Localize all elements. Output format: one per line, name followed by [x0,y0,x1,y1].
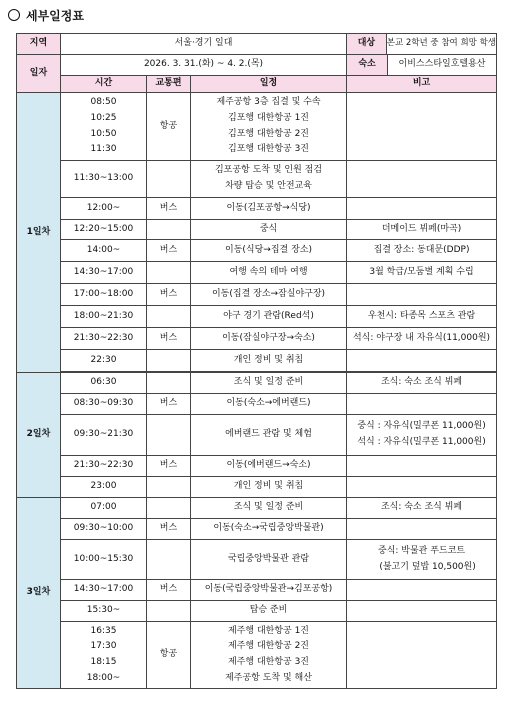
note-cell: 석식: 야구장 내 자유식(11,000원) [347,328,497,350]
table-row [17,284,497,306]
flight-transport-day3: 항공 [147,622,191,689]
flight-items-day3: 제주행 대한항공 1진 제주행 대한항공 2진 제주행 대한항공 3진 제주공항 도착 및 해산 [191,622,347,689]
transport-cell [147,540,191,580]
table-row [17,240,497,262]
info-row-date [17,55,497,76]
note-cell [347,580,497,601]
target-label: 대상 [347,34,387,54]
note-cell [347,456,497,477]
note-cell [347,93,497,161]
time-cell: 11:30~13:00 [61,161,147,198]
schedule-cell: 탑승 준비 [191,601,347,622]
time-cell: 08:30~09:30 [61,394,147,415]
flight-transport-day1: 항공 [147,93,191,161]
schedule-cell: 조식 및 일정 준비 [191,498,347,519]
flight-times-day3: 16:35 17:30 18:15 18:00~ [61,622,147,689]
time-cell: 06:30 [61,373,147,394]
day-label-1: 1일차 [17,93,61,373]
time-cell: 22:30 [61,350,147,372]
section-title [8,6,84,24]
table-row [17,262,497,284]
time-cell: 14:30~17:00 [61,580,147,601]
schedule-cell: 이동(집결 장소→잠실야구장) [191,284,347,306]
note-cell: 중식: 박물관 푸드코트 (불고기 덮밥 10,500원) [347,540,497,580]
time-cell: 18:00~21:30 [61,306,147,328]
table-row [17,415,497,456]
schedule-cell: 이동(국립중앙박물관→김포공항) [191,580,347,601]
schedule-cell: 여행 속의 테마 여행 [191,262,347,284]
transport-cell [147,415,191,456]
transport-cell [147,601,191,622]
time-cell: 10:00~15:30 [61,540,147,580]
schedule-cell: 중식 [191,220,347,240]
table-row [17,373,497,394]
time-cell: 23:00 [61,477,147,498]
table-row [17,306,497,328]
day-label-2: 2일차 [17,373,61,498]
time-cell: 21:30~22:30 [61,328,147,350]
schedule-cell: 개인 정비 및 취침 [191,350,347,372]
note-cell [347,622,497,689]
day-label-3: 3일차 [17,498,61,689]
schedule-cell: 김포공항 도착 및 인원 점검 차량 탑승 및 안전교육 [191,161,347,198]
table-row [17,93,497,161]
time-cell: 12:00~ [61,198,147,220]
table-row [17,328,497,350]
schedule-cell: 이동(식당→집결 장소) [191,240,347,262]
transport-cell [147,498,191,519]
transport-cell: 버스 [147,456,191,477]
lodging-label: 숙소 [347,55,388,75]
schedule-cell: 이동(에버랜드→숙소) [191,456,347,477]
transport-cell: 버스 [147,198,191,220]
note-cell: 더메이드 뷔페(마곡) [347,220,497,240]
region-value: 서울·경기 일대 [61,34,347,55]
note-cell: 조식: 숙소 조식 뷔페 [347,373,497,394]
table-row [17,601,497,622]
table-row [17,498,497,519]
note-cell: 3월 학급/모둠별 계획 수립 [347,262,497,284]
date-label: 일자 [17,55,61,93]
schedule-cell: 국립중앙박물관 관람 [191,540,347,580]
header-note: 비고 [347,76,497,93]
table-row [17,622,497,689]
schedule-cell: 에버랜드 관람 및 체험 [191,415,347,456]
table-row [17,580,497,601]
note-cell [347,284,497,306]
time-cell: 17:00~18:00 [61,284,147,306]
transport-cell [147,161,191,198]
schedule-cell: 이동(숙소→국립중앙박물관) [191,519,347,540]
time-cell: 12:20~15:00 [61,220,147,240]
time-cell: 14:00~ [61,240,147,262]
transport-cell [147,262,191,284]
region-label: 지역 [17,34,61,55]
transport-cell [147,373,191,394]
note-cell [347,477,497,498]
table-row [17,456,497,477]
note-cell [347,161,497,198]
note-cell: 집결 장소: 동대문(DDP) [347,240,497,262]
lodging-cell [347,55,497,76]
header-transport: 교통편 [147,76,191,93]
transport-cell [147,350,191,372]
time-cell: 21:30~22:30 [61,456,147,477]
schedule-cell: 야구 경기 관람(Red석) [191,306,347,328]
flight-times-day1: 08:50 10:25 10:50 11:30 [61,93,147,161]
note-cell [347,519,497,540]
header-row [17,76,497,93]
transport-cell: 버스 [147,328,191,350]
time-cell: 07:00 [61,498,147,519]
section-title-text: 세부일정표 [26,8,84,23]
time-cell: 15:30~ [61,601,147,622]
transport-cell: 버스 [147,394,191,415]
transport-cell [147,306,191,328]
schedule-cell: 이동(김포공항→식당) [191,198,347,220]
table-row [17,161,497,198]
transport-cell: 버스 [147,519,191,540]
transport-cell: 버스 [147,580,191,601]
schedule-cell: 조식 및 일정 준비 [191,373,347,394]
time-cell: 09:30~10:00 [61,519,147,540]
note-cell [347,601,497,622]
note-cell: 중식 : 자유식(밀쿠폰 11,000원) 석식 : 자유식(밀쿠폰 11,000원) [347,415,497,456]
circle-bullet-icon [8,9,20,21]
header-time: 시간 [61,76,147,93]
note-cell: 우천시: 타종목 스포츠 관람 [347,306,497,328]
header-schedule: 일정 [191,76,347,93]
table-row [17,394,497,415]
note-cell [347,350,497,372]
info-row-region [17,34,497,55]
time-cell: 09:30~21:30 [61,415,147,456]
transport-cell: 버스 [147,240,191,262]
lodging-value: 이비스스타일호텔용산 [398,59,486,70]
transport-cell [147,477,191,498]
table-row [17,220,497,240]
schedule-table [16,33,497,689]
time-cell: 14:30~17:00 [61,262,147,284]
table-row [17,350,497,372]
target-value: 본교 2학년 중 참여 희망 학생 [386,38,497,49]
table-row [17,477,497,498]
transport-cell [147,220,191,240]
schedule-cell: 이동(잠실야구장→숙소) [191,328,347,350]
flight-items-day1: 제주공항 3층 집결 및 수속 김포행 대한항공 1진 김포행 대한항공 2진 김포행 대한항공 3진 [191,93,347,161]
note-cell [347,198,497,220]
table-row [17,540,497,580]
table-row [17,519,497,540]
schedule-cell: 이동(숙소→에버랜드) [191,394,347,415]
schedule-cell: 개인 정비 및 취침 [191,477,347,498]
table-row [17,198,497,220]
note-cell: 조식: 숙소 조식 뷔페 [347,498,497,519]
transport-cell: 버스 [147,284,191,306]
target-cell [347,34,497,55]
note-cell [347,394,497,415]
date-value: 2026. 3. 31.(화) ~ 4. 2.(목) [61,55,347,76]
